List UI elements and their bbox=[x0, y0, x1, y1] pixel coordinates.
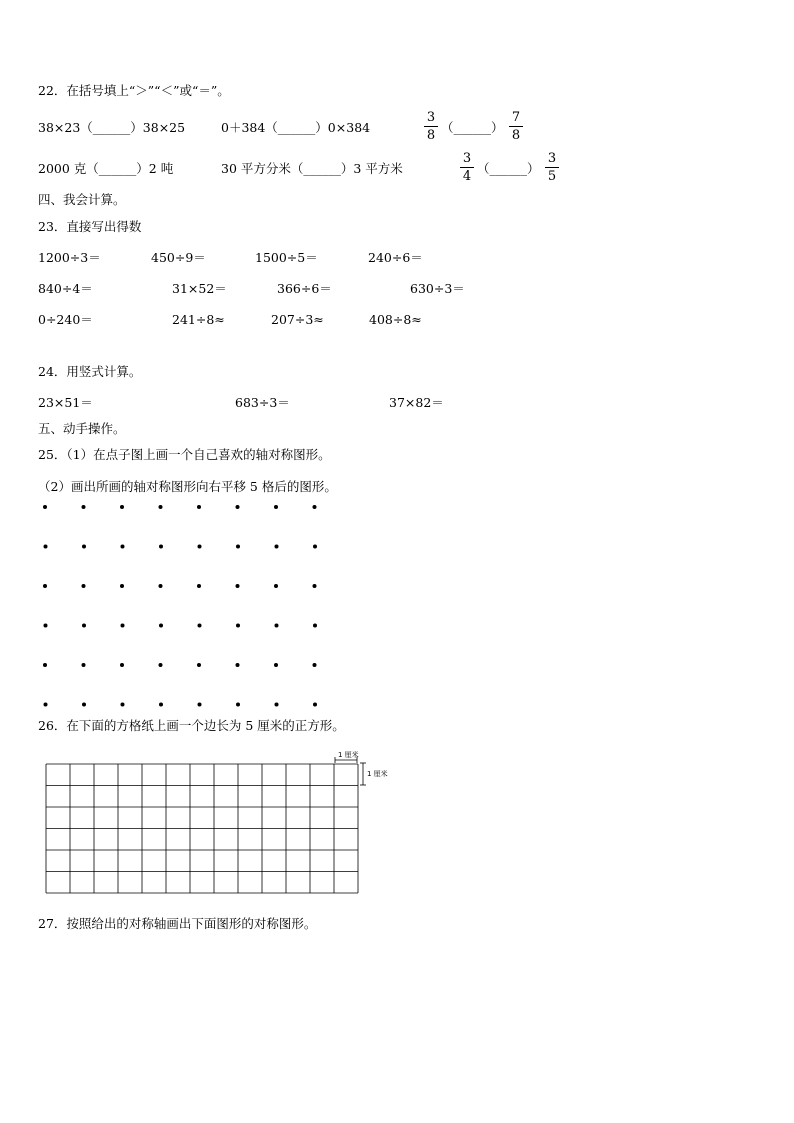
dot-grid bbox=[43, 505, 317, 707]
grid-dot bbox=[313, 624, 317, 628]
q23-title: 23．直接写出得数 bbox=[38, 219, 142, 234]
square-grid-paper bbox=[46, 764, 358, 893]
q22-item-6-blank: （______） bbox=[477, 161, 540, 176]
grid-dot bbox=[44, 545, 48, 549]
q23-r3c4: 408÷8≈ bbox=[369, 312, 422, 327]
unit-label-top: 1 厘米 bbox=[338, 751, 359, 759]
grid-dot bbox=[82, 624, 86, 628]
grid-dot bbox=[275, 703, 279, 707]
grid-dot bbox=[159, 545, 163, 549]
grid-dot bbox=[236, 545, 240, 549]
grid-dot bbox=[313, 703, 317, 707]
q22-item-1: 38×23（______）38×25 bbox=[38, 120, 186, 135]
fraction-3-8: $\frac{3}{8}$ bbox=[424, 111, 438, 142]
section-5-heading: 五、动手操作。 bbox=[38, 421, 126, 436]
grid-dot bbox=[82, 505, 86, 509]
grid-dot bbox=[197, 584, 201, 588]
unit-label-side: 1 厘米 bbox=[367, 770, 388, 778]
grid-dot bbox=[275, 624, 279, 628]
grid-dot bbox=[313, 545, 317, 549]
q22-item-5: 30 平方分米（______）3 平方米 bbox=[221, 161, 403, 176]
q22-item-4: 2000 克（______）2 吨 bbox=[38, 161, 174, 176]
q27-title: 27．按照给出的对称轴画出下面图形的对称图形。 bbox=[38, 916, 317, 931]
q24-item-2: 683÷3＝ bbox=[235, 395, 290, 410]
grid-dot bbox=[236, 703, 240, 707]
grid-dot bbox=[313, 505, 317, 509]
grid-dot bbox=[159, 663, 163, 667]
grid-dot bbox=[43, 584, 47, 588]
section-4-heading: 四、我会计算。 bbox=[38, 192, 126, 207]
grid-dot bbox=[236, 584, 240, 588]
q23-r3c1: 0÷240＝ bbox=[38, 312, 93, 327]
q23-r1c1: 1200÷3＝ bbox=[38, 250, 101, 265]
q23-r2c4: 630÷3＝ bbox=[410, 281, 465, 296]
grid-dot bbox=[120, 663, 124, 667]
fraction-3-5: $\frac{3}{5}$ bbox=[545, 152, 559, 183]
grid-dot bbox=[82, 584, 86, 588]
q25-part-1: 25．（1）在点子图上画一个自己喜欢的轴对称图形。 bbox=[38, 447, 331, 462]
q26-title: 26．在下面的方格纸上画一个边长为 5 厘米的正方形。 bbox=[38, 718, 345, 733]
q23-r2c3: 366÷6＝ bbox=[277, 281, 332, 296]
grid-dot bbox=[274, 584, 278, 588]
grid-dot bbox=[159, 703, 163, 707]
unit-marker bbox=[335, 757, 366, 785]
grid-dot bbox=[197, 663, 201, 667]
grid-dot bbox=[236, 624, 240, 628]
grid-dot bbox=[159, 624, 163, 628]
q22-item-2: 0＋384（______）0×384 bbox=[221, 120, 371, 135]
grid-dot bbox=[198, 703, 202, 707]
grid-dot bbox=[236, 505, 240, 509]
q23-r2c1: 840÷4＝ bbox=[38, 281, 93, 296]
q24-title: 24．用竖式计算。 bbox=[38, 364, 142, 379]
grid-dot bbox=[236, 663, 240, 667]
grid-dot bbox=[43, 663, 47, 667]
grid-dot bbox=[120, 505, 124, 509]
grid-dot bbox=[121, 624, 125, 628]
fraction-7-8: $\frac{7}{8}$ bbox=[509, 111, 523, 142]
grid-dot bbox=[44, 624, 48, 628]
q22-title: 22．在括号填上“＞”“＜”或“＝”。 bbox=[38, 83, 230, 98]
grid-dot bbox=[275, 545, 279, 549]
grid-dot bbox=[82, 703, 86, 707]
q23-r3c3: 207÷3≈ bbox=[271, 312, 324, 327]
grid-dot bbox=[197, 505, 201, 509]
grid-dot bbox=[313, 584, 317, 588]
q23-r1c3: 1500÷5＝ bbox=[255, 250, 318, 265]
grid-dot bbox=[313, 663, 317, 667]
grid-dot bbox=[121, 545, 125, 549]
grid-dot bbox=[121, 703, 125, 707]
q23-r1c2: 450÷9＝ bbox=[151, 250, 206, 265]
q23-r2c2: 31×52＝ bbox=[172, 281, 227, 296]
grid-dot bbox=[198, 624, 202, 628]
grid-dot bbox=[43, 505, 47, 509]
q22-item-3-blank: （______） bbox=[441, 120, 504, 135]
q23-r3c2: 241÷8≈ bbox=[172, 312, 225, 327]
grid-dot bbox=[159, 505, 163, 509]
grid-dot bbox=[82, 663, 86, 667]
grid-dot bbox=[120, 584, 124, 588]
grid-dot bbox=[274, 505, 278, 509]
grid-dot bbox=[82, 545, 86, 549]
grid-dot bbox=[198, 545, 202, 549]
fraction-3-4: $\frac{3}{4}$ bbox=[460, 152, 474, 183]
q23-r1c4: 240÷6＝ bbox=[368, 250, 423, 265]
q24-item-1: 23×51＝ bbox=[38, 395, 93, 410]
q24-item-3: 37×82＝ bbox=[389, 395, 444, 410]
q25-part-2: （2）画出所画的轴对称图形向右平移 5 格后的图形。 bbox=[38, 479, 337, 494]
grid-dot bbox=[159, 584, 163, 588]
grid-dot bbox=[44, 703, 48, 707]
grid-dot bbox=[274, 663, 278, 667]
